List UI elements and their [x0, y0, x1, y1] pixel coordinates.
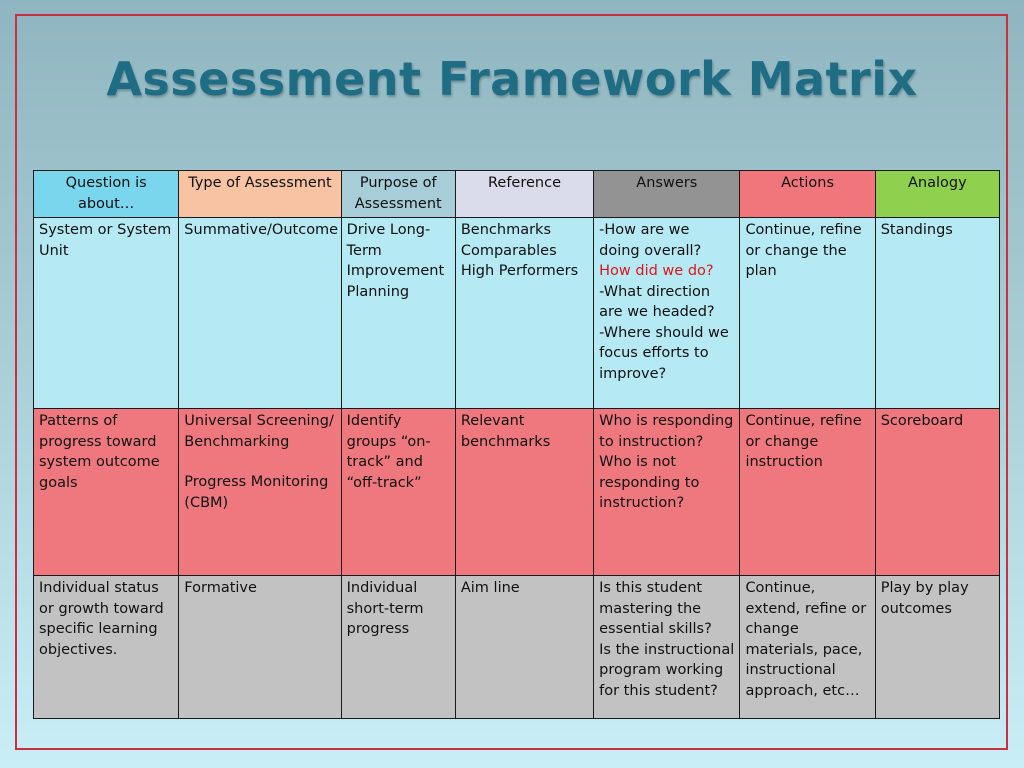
header-type: Type of Assessment	[179, 171, 341, 218]
cell-purpose: Identify groups “on-track” and “off-track”	[341, 409, 455, 576]
answer-line: Who is responding to instruction?	[599, 413, 734, 450]
answer-line: Is the instructional program working for this student?	[599, 641, 735, 699]
cell-question: Patterns of progress toward system outcome goals	[34, 409, 179, 576]
cell-reference: Relevant benchmarks	[455, 409, 593, 576]
answer-line: Who is not responding to instruction?	[599, 454, 700, 511]
answer-line: -What direction are we headed?	[599, 283, 715, 320]
cell-type: Formative	[179, 576, 341, 719]
type-line: Progress Monitoring (CBM)	[184, 474, 329, 511]
table-row	[34, 218, 1000, 409]
header-purpose: Purpose of Assessment	[341, 171, 455, 218]
cell-answers	[594, 576, 740, 719]
cell-answers	[594, 218, 740, 409]
cell-type	[179, 409, 341, 576]
answer-line: -How are we doing overall?	[599, 222, 702, 259]
cell-actions: Continue, extend, refine or change materials, pace, instructional approach, etc…	[740, 576, 875, 719]
cell-type: Summative/Outcome	[179, 218, 341, 409]
type-gap	[184, 452, 335, 472]
assessment-matrix-table	[33, 170, 1000, 719]
header-analogy: Analogy	[875, 171, 999, 218]
cell-question: Individual status or growth toward specific learning objectives.	[34, 576, 179, 719]
answer-line: Is this student mastering the essential skills?	[599, 580, 712, 637]
answer-line: -Where should we focus efforts to improve?	[599, 324, 729, 382]
cell-question: System or System Unit	[34, 218, 179, 409]
header-reference: Reference	[455, 171, 593, 218]
header-question: Question is about…	[34, 171, 179, 218]
cell-reference: Benchmarks Comparables High Performers	[455, 218, 593, 409]
header-answers: Answers	[594, 171, 740, 218]
cell-purpose: Individual short-term progress	[341, 576, 455, 719]
cell-actions: Continue, refine or change the plan	[740, 218, 875, 409]
cell-analogy: Standings	[875, 218, 999, 409]
table-row	[34, 576, 1000, 719]
cell-reference: Aim line	[455, 576, 593, 719]
header-actions: Actions	[740, 171, 875, 218]
cell-purpose: Drive Long-Term Improvement Planning	[341, 218, 455, 409]
answer-highlight: How did we do?	[599, 263, 714, 279]
cell-analogy: Scoreboard	[875, 409, 999, 576]
slide-title: Assessment Framework Matrix	[106, 52, 918, 106]
cell-answers	[594, 409, 740, 576]
header-row	[34, 171, 1000, 218]
cell-actions: Continue, refine or change instruction	[740, 409, 875, 576]
type-line: Universal Screening/Benchmarking	[184, 413, 334, 450]
table-row	[34, 409, 1000, 576]
cell-analogy: Play by play outcomes	[875, 576, 999, 719]
